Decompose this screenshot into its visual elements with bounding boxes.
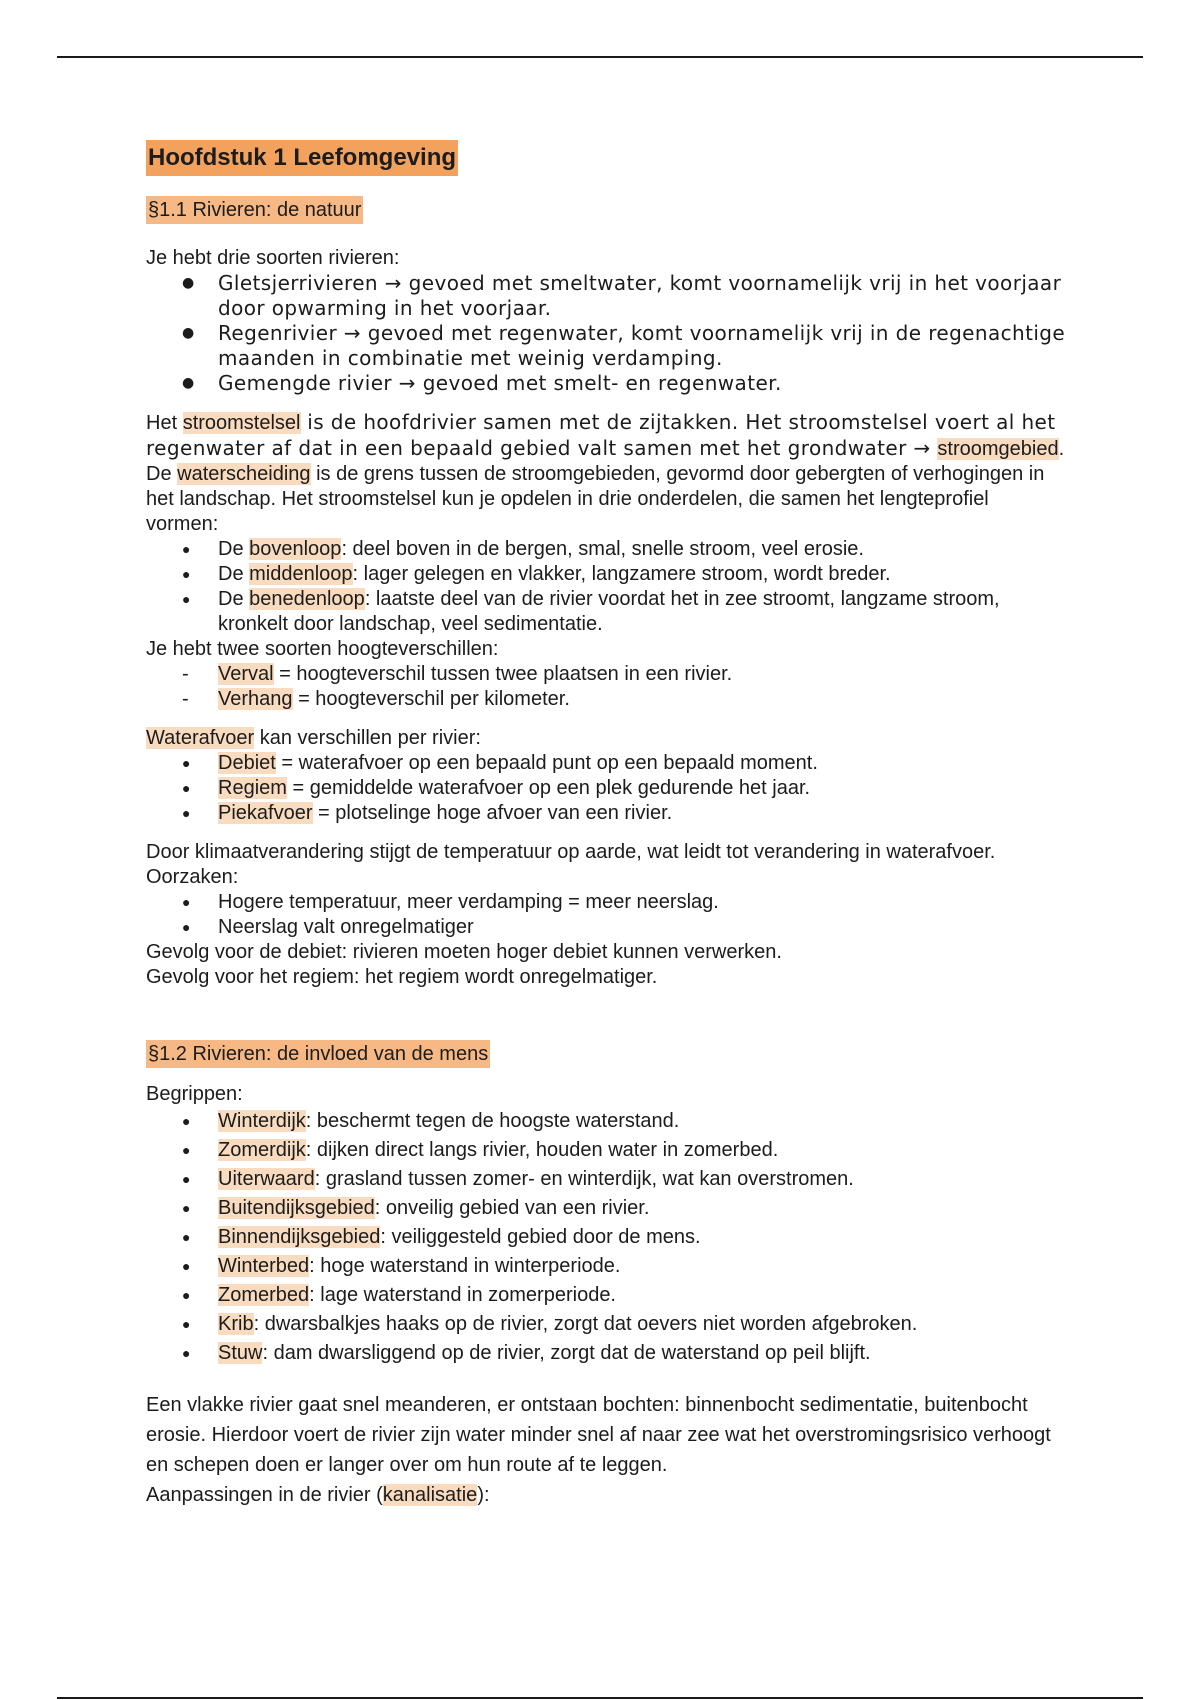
list-item: ● Neerslag valt onregelmatiger <box>146 915 1066 940</box>
list-item: ● Hogere temperatuur, meer verdamping = meer neerslag. <box>146 890 1066 915</box>
list-item: ● De bovenloop: deel boven in de bergen, smal, snelle stroom, veel erosie. <box>146 537 1066 562</box>
height-list <box>146 662 1066 712</box>
terms-intro: Begrippen: <box>146 1083 243 1105</box>
bottom-rule <box>57 1697 1143 1699</box>
page-title: Hoofdstuk 1 Leefomgeving <box>146 140 458 176</box>
rivers-intro: Je hebt drie soorten rivieren: <box>146 247 400 269</box>
section-heading-1-2: §1.2 Rivieren: de invloed van de mens <box>146 1040 490 1068</box>
section-heading-1-1: §1.1 Rivieren: de natuur <box>146 196 363 224</box>
effect-debiet: Gevolg voor de debiet: rivieren moeten hoger debiet kunnen verwerken. <box>146 941 782 963</box>
list-item: ● Stuw: dam dwarsliggend op de rivier, zorgt dat de waterstand op peil blijft. <box>146 1339 1066 1368</box>
list-item: ● Zomerbed: lage waterstand in zomerperiode. <box>146 1281 1066 1310</box>
list-item: ● Krib: dwarsbalkjes haaks op de rivier, zorgt dat oevers niet worden afgebroken. <box>146 1310 1066 1339</box>
list-item: ● De middenloop: lager gelegen en vlakker, langzamere stroom, wordt breder. <box>146 562 1066 587</box>
list-item: - Verval = hoogteverschil tussen twee plaatsen in een rivier. <box>146 662 1066 687</box>
list-item: ● Buitendijksgebied: onveilig gebied van een rivier. <box>146 1194 1066 1223</box>
list-item: ● Binnendijksgebied: veiliggesteld gebied door de mens. <box>146 1223 1066 1252</box>
adjustments-line: Aanpassingen in de rivier (kanalisatie): <box>146 1484 490 1506</box>
list-item: ● Regiem = gemiddelde waterafvoer op een plek gedurende het jaar. <box>146 776 1066 801</box>
discharge-list <box>146 751 1066 826</box>
effect-regiem: Gevolg voor het regiem: het regiem wordt onregelmatiger. <box>146 966 658 988</box>
list-item: ● Gletsjerrivieren → gevoed met smeltwater, komt voornamelijk vrij in het voorjaar door opwarming in het voorjaar. <box>146 271 1066 321</box>
river-types-list <box>146 271 1066 396</box>
list-item: ● Zomerdijk: dijken direct langs rivier, houden water in zomerbed. <box>146 1136 1066 1165</box>
list-item: ● Winterbed: hoge waterstand in winterperiode. <box>146 1252 1066 1281</box>
list-item: - Verhang = hoogteverschil per kilometer. <box>146 687 1066 712</box>
list-item: ● Gemengde rivier → gevoed met smelt- en regenwater. <box>146 371 1066 396</box>
discharge-intro: Waterafvoer kan verschillen per rivier: <box>146 727 481 749</box>
list-item: ● Debiet = waterafvoer op een bepaald punt op een bepaald moment. <box>146 751 1066 776</box>
climate-paragraph: Door klimaatverandering stijgt de temperatuur op aarde, wat leidt tot verandering in waterafvoer. Oorzaken: <box>146 841 996 888</box>
river-course-list <box>146 537 1066 637</box>
meander-paragraph: Een vlakke rivier gaat snel meanderen, er ontstaan bochten: binnenbocht sedimentatie, buitenbocht erosie. Hierdoor voert de rivier zijn water minder snel af naar zee wat het overstromingsrisico verhoogt en schepen doen er langer over om hun route af te leggen. <box>146 1394 1051 1476</box>
height-intro: Je hebt twee soorten hoogteverschillen: <box>146 638 499 660</box>
terms-list <box>146 1107 1066 1368</box>
causes-list <box>146 890 1066 940</box>
list-item: ● Uiterwaard: grasland tussen zomer- en winterdijk, wat kan overstromen. <box>146 1165 1066 1194</box>
list-item: ● Regenrivier → gevoed met regenwater, komt voornamelijk vrij in de regenachtige maanden in combinatie met weinig verdamping. <box>146 321 1066 371</box>
stroomstelsel-paragraph: Het stroomstelsel is de hoofdrivier samen met de zijtakken. Het stroomstelsel voert al het regenwater af dat in een bepaald gebied valt samen met het grondwater → stroomgebied. De waterscheiding is de grens tussen de stroomgebieden, gevormd door gebergten of verhogingen in het landschap. Het stroomstelsel kun je opdelen in drie onderdelen, die samen het lengteprofiel vormen: <box>146 410 1065 535</box>
list-item: ● Piekafvoer = plotselinge hoge afvoer van een rivier. <box>146 801 1066 826</box>
list-item: ● De benedenloop: laatste deel van de rivier voordat het in zee stroomt, langzame stroom, kronkelt door landschap, veel sedimentatie. <box>146 587 1066 637</box>
list-item: ● Winterdijk: beschermt tegen de hoogste waterstand. <box>146 1107 1066 1136</box>
document-body <box>146 140 1066 1510</box>
top-rule <box>57 56 1143 58</box>
